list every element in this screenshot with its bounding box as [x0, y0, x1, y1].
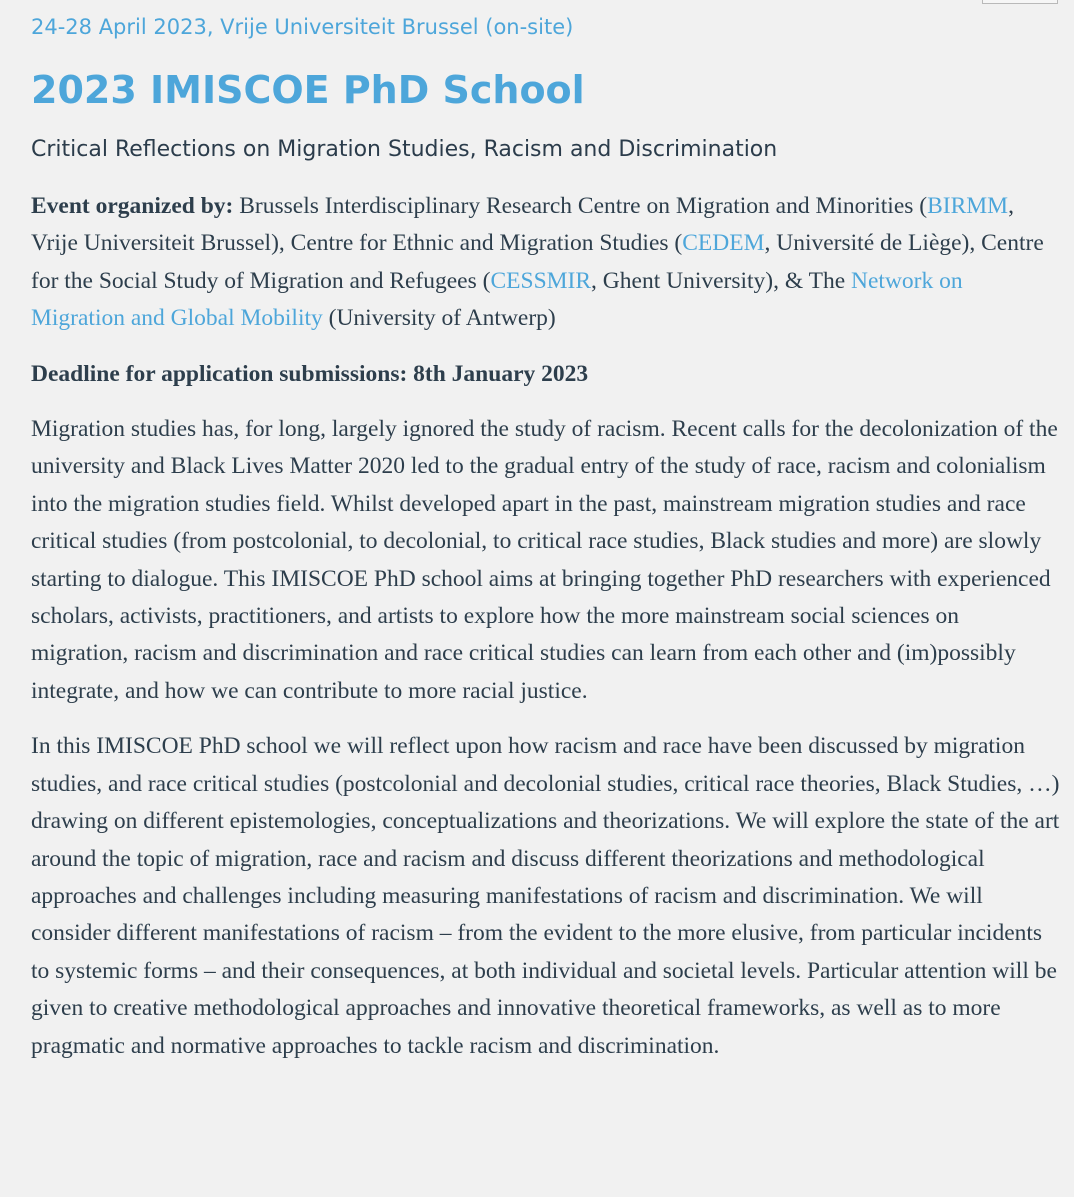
article — [31, 0, 1061, 1065]
page-subtitle: Critical Reflections on Migration Studies, Racism and Discrimination — [31, 137, 778, 162]
organizers-paragraph — [31, 188, 1061, 338]
cedem-link[interactable]: CEDEM — [682, 230, 765, 257]
deadline-notice: Deadline for application submissions: 8th January 2023 — [31, 360, 589, 387]
page-title: 2023 IMISCOE PhD School — [31, 68, 585, 112]
organizers-label: Event organized by: — [31, 193, 234, 219]
network-link[interactable]: Network on Migration and Global Mobility — [31, 267, 963, 332]
intro-paragraph: Migration studies has, for long, largely ignored the study of racism. Recent calls for the decolonization of the university and Black Lives Matter 2020 led to the gradual entry of the study of race, racism and colonialism into the migration studies field. Whilst developed apart in the past, mainstream migration studies and race critical studies (from postcolonial, to decolonial, to critical race studies, Black studies and more) are slowly starting to dialogue. This IMISCOE PhD school aims at bringing together PhD researchers with experienced scholars, activists, practitioners, and artists to explore how the more mainstream social sciences on migration, racism and discrimination and race critical studies can learn from each other and (im)possibly integrate, and how we can contribute to more racial justice. — [31, 416, 1058, 704]
event-date-location: 24-28 April 2023, Vrije Universiteit Brussel (on-site) — [31, 15, 574, 39]
birmm-link[interactable]: BIRMM — [927, 193, 1009, 219]
description-paragraph: In this IMISCOE PhD school we will reflect upon how racism and race have been discussed by migration studies, and race critical studies (postcolonial and decolonial studies, critical race theories, Black Studies, …) drawing on different epistemologies, conceptualizations and theorizations. We will explore the state of the art around the topic of migration, race and racism and discuss different theorizations and methodological approaches and challenges including measuring manifestations of racism and discrimination. We will consider different manifestations of racism – from the evident to the more elusive, from particular incidents to systemic forms – and their consequences, at both individual and societal levels. Particular attention will be given to creative methodological approaches and innovative theoretical frameworks, as well as to more pragmatic and normative approaches to tackle racism and discrimination. — [31, 733, 1060, 1059]
organizers-text: (University of Antwerp) — [322, 305, 556, 332]
organizers-text: , Université de Liège), Centre for the Social Study of Migration and Refugees ( — [31, 230, 1044, 294]
organizers-text: , Vrije Universiteit Brussel), Centre for Ethnic and Migration Studies ( — [31, 193, 1014, 257]
organizers-text: , Ghent University), & The — [591, 267, 852, 294]
organizers-text: Brussels Interdisciplinary Research Centre on Migration and Minorities ( — [233, 193, 928, 219]
cessmir-link[interactable]: CESSMIR — [490, 267, 592, 294]
